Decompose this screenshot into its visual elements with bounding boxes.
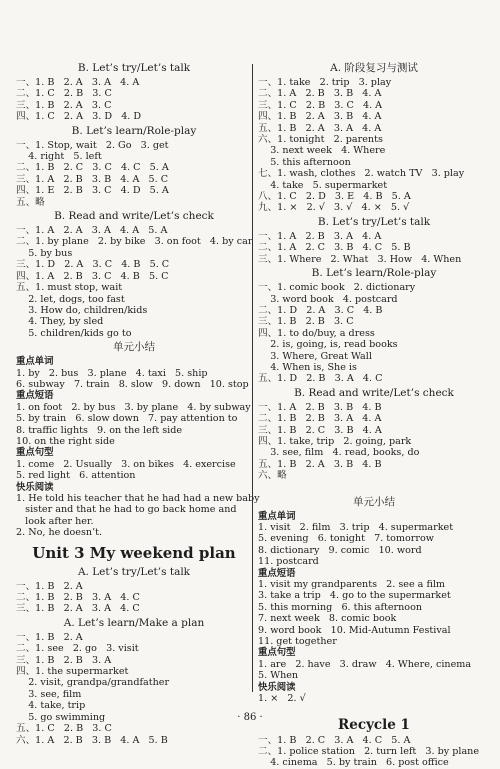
left-column [16, 60, 260, 746]
answer-line: 二、1. A 2. C 3. B 4. C 5. B [258, 242, 411, 254]
answer-line: 四、1. take, trip 2. going, park [258, 435, 412, 447]
answer-line: 二、1. B 2. B 3. A 4. C [16, 592, 140, 604]
answer-line: 2. visit, grandpa/grandfather [16, 677, 170, 689]
answer-line: 四、1. B 2. A 3. B 4. A [258, 111, 382, 123]
answer-line: 3. Where, Great Wall [258, 350, 372, 362]
summary-label: 重点单词 [258, 510, 296, 522]
answer-line: 一、1. A 2. A 3. A 4. A 5. A [16, 225, 168, 237]
answer-line: 5. red light 6. attention [16, 470, 136, 482]
answer-line: 五、1. C 2. B 3. C [16, 723, 112, 735]
section-heading: A. 阶段复习与测试 [330, 62, 418, 74]
answer-line: 四、1. E 2. B 3. C 4. D 5. A [16, 185, 169, 197]
answer-line: 5. go swimming [16, 711, 106, 723]
answer-line: 5. evening 6. tonight 7. tomorrow [258, 533, 434, 545]
answer-line: 7. next week 8. comic book [258, 613, 397, 625]
answer-line: 九、1. × 2. √ 3. √ 4. × 5. √ [258, 202, 410, 214]
answer-line: 1. × 2. √ [258, 693, 306, 705]
answer-line: 四、1. C 2. A 3. D 4. D [16, 111, 142, 123]
answer-line: 1. are 2. have 3. draw 4. Where, cinema [258, 658, 472, 670]
column-divider [252, 64, 253, 692]
answer-line: 1. visit my grandparents 2. see a film [258, 579, 446, 591]
answer-line: 5. by bus [16, 247, 73, 259]
answer-line: 一、1. A 2. B 3. A 4. A [258, 230, 382, 242]
answer-line: 五、1. D 2. B 3. A 4. C [258, 373, 383, 385]
answer-line: 2. is, going, is, read books [258, 339, 398, 351]
answer-line: 5. this afternoon [258, 156, 351, 168]
answer-line: 5. children/kids go to [16, 327, 132, 339]
answer-line: 五、1. B 2. A 3. A 4. A [258, 122, 382, 134]
answer-line: 1. He told his teacher that he had had a new baby [16, 493, 260, 504]
answer-line: sister and that he had to go back home and [16, 504, 237, 516]
section-heading: 单元小结 [113, 341, 155, 354]
answer-line: 4. take, trip [16, 700, 86, 712]
answer-line: 10. on the right side [16, 435, 115, 447]
answer-line: 2. let, dogs, too fast [16, 293, 125, 305]
answer-line: 一、1. B 2. A 3. A 4. A [16, 77, 140, 88]
answer-line: 六、略 [258, 470, 287, 482]
answer-line: 五、1. B 2. A 3. B 4. B [258, 458, 382, 470]
answer-line: 二、1. by plane 2. by bike 3. on foot 4. by car [16, 236, 253, 248]
section-heading: B. Let’s try/Let’s talk [317, 215, 431, 228]
answer-line: 五、1. must stop, wait [16, 282, 123, 294]
answer-line: 5. by train 6. slow down 7. pay attention to [16, 413, 238, 425]
answer-line: 一、1. Stop, wait 2. Go 3. get [16, 139, 169, 151]
answer-line: 1. on foot 2. by bus 3. by plane 4. by subway [16, 401, 251, 413]
answer-line: 5. this morning 6. this afternoon [258, 601, 423, 613]
answer-line: 一、1. B 2. C 3. A 4. C 5. A [258, 734, 411, 746]
answer-line: 6. subway 7. train 8. slow 9. down 10. stop [16, 378, 249, 390]
spacer [258, 482, 490, 494]
answer-line: 二、1. see 2. go 3. visit [16, 643, 139, 655]
answer-line: 2. No, he doesn’t. [16, 527, 103, 539]
answer-line: 三、1. B 2. B 3. C [258, 316, 354, 328]
summary-label: 重点短语 [16, 390, 54, 402]
answer-line: 二、1. B 2. C 3. C 4. C 5. A [16, 162, 169, 174]
section-heading: 单元小结 [353, 495, 395, 508]
unit-title: Unit 3 My weekend plan [32, 543, 236, 562]
answer-line: 一、1. B 2. A [16, 580, 83, 592]
answer-line: 一、1. comic book 2. dictionary [258, 282, 416, 294]
answer-line: 八、1. C 2. D 3. E 4. B 5. A [258, 191, 411, 203]
answer-line: 四、1. A 2. B 3. C 4. B 5. C [16, 270, 169, 282]
answer-line: 二、1. B 2. B 3. A 4. A [258, 413, 382, 425]
answer-line: 四、1. the supermarket [16, 666, 129, 678]
answer-line: 三、1. B 2. C 3. B 4. A [258, 424, 382, 436]
summary-label: 重点句型 [258, 647, 296, 659]
answer-line: 3. see, film [16, 688, 82, 700]
answer-line: 一、1. B 2. A [16, 631, 83, 643]
section-heading: B. Read and write/Let’s check [294, 386, 454, 399]
section-heading: A. Let’s learn/Make a plan [63, 616, 205, 629]
section-heading: B. Let’s learn/Role-play [311, 267, 437, 280]
answer-line: 三、1. B 2. A 3. A 4. C [16, 603, 140, 615]
section-heading: A. Let’s try/Let’s talk [77, 565, 191, 578]
answer-line: 4. When is, She is [258, 361, 357, 373]
summary-label: 重点句型 [16, 447, 54, 459]
summary-label: 重点短语 [258, 567, 296, 579]
section-heading: B. Read and write/Let’s check [54, 210, 214, 223]
answer-line: 三、1. A 2. B 3. B 4. A 5. C [16, 173, 169, 185]
answer-line: 一、1. take 2. trip 3. play [258, 77, 392, 88]
answer-line: 3. How do, children/kids [16, 304, 148, 316]
answer-line: 4. right 5. left [16, 151, 102, 163]
answer-line: 六、1. A 2. B 3. B 4. A 5. B [16, 734, 168, 746]
section-heading: B. Let’s try/Let’s talk [77, 62, 191, 74]
answer-line: 3. word book 4. postcard [258, 293, 398, 305]
answer-line: 三、1. Where 2. What 3. How 4. When [258, 253, 462, 265]
answer-line: 二、1. A 2. B 3. B 4. A [258, 88, 382, 100]
summary-label: 快乐阅读 [16, 481, 54, 493]
answer-line: 二、1. D 2. A 3. C 4. B [258, 304, 383, 316]
answer-line: 三、1. B 2. A 3. C [16, 99, 112, 111]
answer-line: 4. take 5. supermarket [258, 179, 388, 191]
answer-line: 1. visit 2. film 3. trip 4. supermarket [258, 522, 454, 533]
answer-line: 8. traffic lights 9. on the left side [16, 424, 183, 436]
answer-line: 8. dictionary 9. comic 10. word [258, 544, 422, 556]
answer-line: 9. word book 10. Mid-Autumn Festival [258, 624, 451, 636]
answer-line: 3. see, film 4. read, books, do [258, 447, 420, 459]
summary-label: 快乐阅读 [258, 681, 296, 693]
answer-line: 五、略 [16, 196, 45, 208]
answer-line: 11. postcard [258, 556, 319, 568]
section-heading: B. Let’s learn/Role-play [71, 124, 197, 137]
answer-line: 三、1. D 2. A 3. C 4. B 5. C [16, 259, 170, 271]
answer-line: 六、1. tonight 2. parents [258, 134, 383, 146]
answer-line: 三、1. B 2. B 3. A [16, 654, 112, 666]
recycle-title: Recycle 1 [338, 716, 410, 733]
answer-line: 四、1. to do/buy, a dress [258, 327, 375, 339]
answer-line: 11. get together [258, 636, 337, 648]
answer-line: 1. come 2. Usually 3. on bikes 4. exercise [16, 458, 236, 470]
answer-line: 二、1. police station 2. turn left 3. by plane [258, 745, 480, 757]
answer-line: 5. When [258, 670, 299, 682]
page-number: · 86 · [237, 712, 263, 723]
summary-label: 重点单词 [16, 356, 54, 368]
answer-line: look after her. [16, 515, 94, 527]
answer-line: 三、1. C 2. B 3. C 4. A [258, 99, 383, 111]
answer-line: 3. next week 4. Where [258, 145, 386, 157]
right-column [258, 60, 490, 769]
answer-line: 一、1. A 2. B 3. B 4. B [258, 401, 382, 413]
answer-line: 二、1. C 2. B 3. C [16, 88, 112, 100]
answer-line: 1. by 2. bus 3. plane 4. taxi 5. ship [16, 367, 208, 379]
answer-line: 4. They, by sled [16, 316, 104, 328]
answer-line: 七、1. wash, clothes 2. watch TV 3. play [258, 168, 465, 180]
answer-line: 4. cinema 5. by train 6. post office [258, 757, 449, 769]
answer-line: 3. take a trip 4. go to the supermarket [258, 590, 451, 602]
